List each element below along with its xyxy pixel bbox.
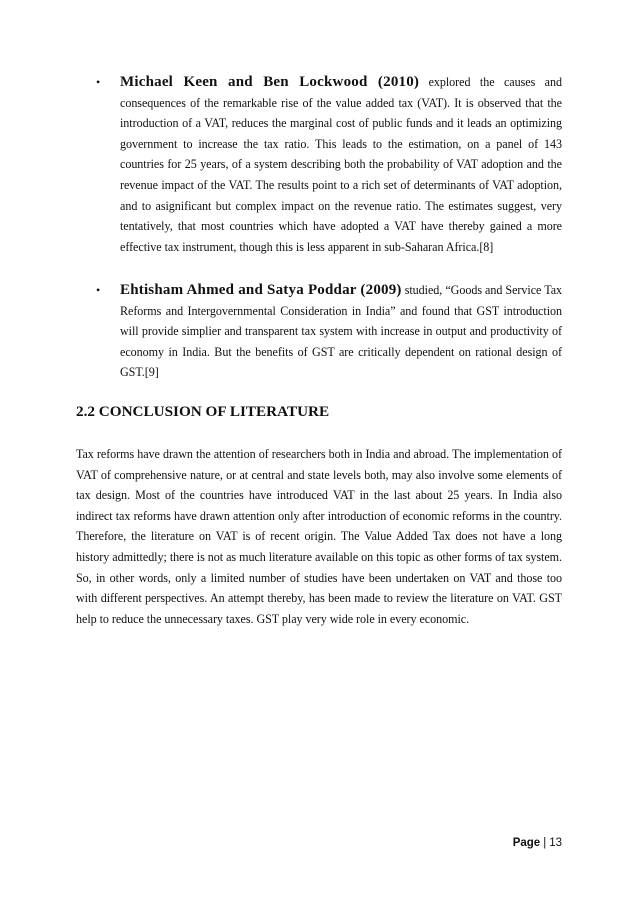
bullet-marker: • [96, 283, 101, 297]
literature-item-author: Ehtisham Ahmed and Satya Poddar (2009) [120, 282, 402, 298]
literature-item-author: Michael Keen and Ben Lockwood (2010) [120, 74, 420, 90]
page-footer [513, 836, 562, 850]
section-paragraph: Tax reforms have drawn the attention of researchers both in India and abroad. The implementation of VAT of comprehensive nature, or at central and state levels both, may also involve some elements of tax design. Most of the countries have introduced VAT in the last about 25 years. In India also indirect tax reforms have drawn attention only after introduction of economic reforms in the country. Therefore, the literature on VAT is of recent origin. The Value Added Tax does not have a long history admittedly; there is not as much literature available on this topic as other forms of tax system. So, in other words, only a limited number of studies have been undertaken on VAT and those too with different perspectives. An attempt thereby, has been made to review the literature on VAT. GST help to reduce the unnecessary taxes. GST play very wide role in every economic. [76, 447, 562, 626]
page-label: Page [512, 837, 541, 849]
literature-item-body [120, 72, 562, 257]
literature-item-text: explored the causes and consequences of the remarkable rise of the value added tax (VAT). It is observed that the introduction of a VAT, reduces the marginal cost of public funds and it leads an optimizing government to increase the tax ratio. This leads to the estimation, on a panel of 143 countries for 25 years, of a system describing both the probability of VAT adoption and the revenue impact of the VAT. The results point to a rich set of determinants of VAT adoption, and to asignificant but complex impact on the revenue ratio. The estimates suggest, very tentatively, that most countries which have adopted a VAT have thereby gained a more effective tax instrument, though this is less apparent in sub-Saharan Africa.[8] [120, 75, 562, 254]
literature-item-body [120, 280, 562, 383]
literature-item-text: studied, “Goods and Service Tax Reforms and Intergovernmental Consideration in India” and found that GST introduction will provide simplier and transparent tax system with increase in output and productivity of economy in India. But the benefits of GST are critically dependent on rational design of GST.[9] [120, 283, 563, 380]
literature-item-ahmed-poddar [80, 280, 562, 383]
section-heading: 2.2 CONCLUSION OF LITERATURE [76, 403, 330, 420]
bullet-marker: • [96, 75, 101, 89]
page-number: 13 [549, 837, 562, 849]
literature-item-keen-lockwood [80, 72, 562, 257]
page-separator: | [543, 837, 547, 849]
